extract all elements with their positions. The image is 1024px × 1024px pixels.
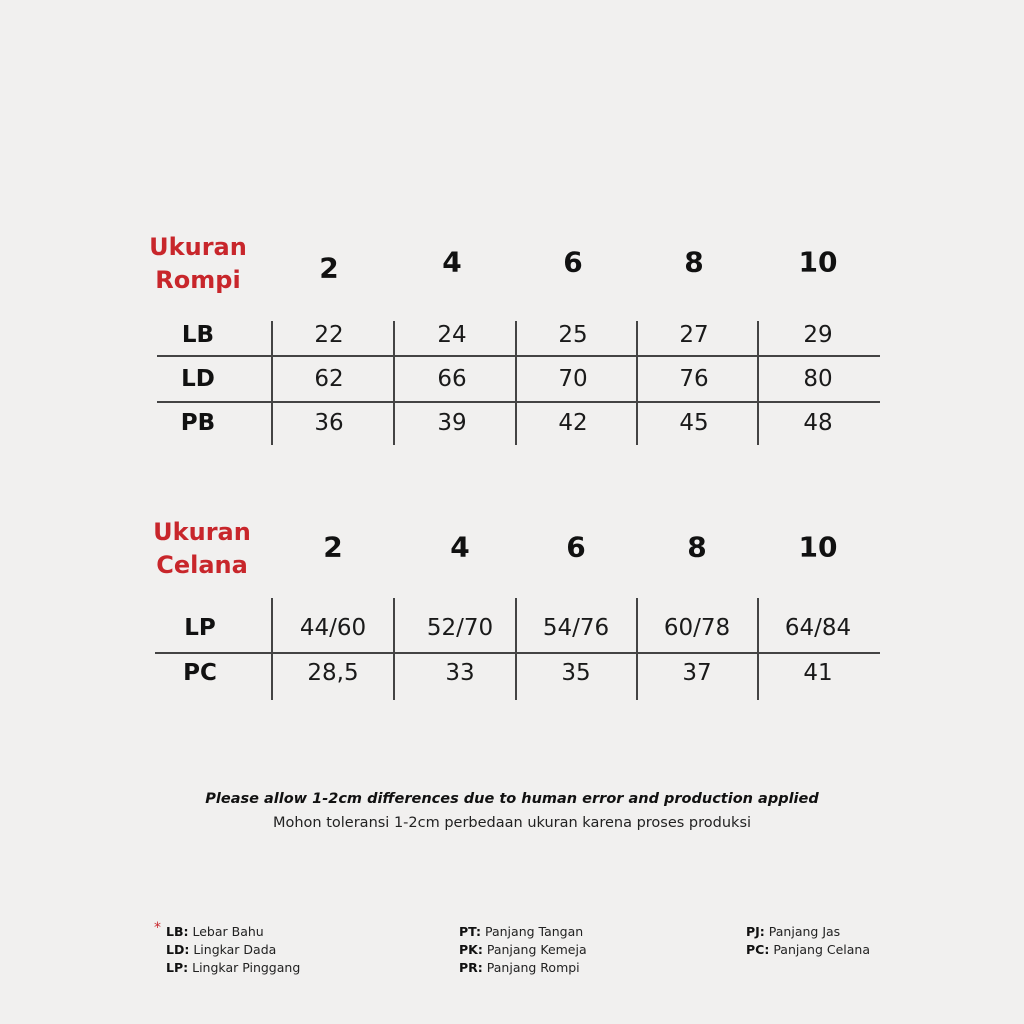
- legend-item: [166, 941, 276, 959]
- rompi-title-line2: Rompi: [155, 266, 241, 294]
- rompi-size-header: 4: [442, 245, 462, 279]
- celana-cell: 44/60: [299, 615, 367, 641]
- celana-title-line1: Ukuran: [153, 518, 251, 546]
- celana-cell: 35: [561, 660, 591, 686]
- rompi-cell: 25: [558, 322, 588, 348]
- legend-abbr: PC:: [746, 942, 770, 957]
- celana-cell: 28,5: [307, 660, 359, 686]
- legend-text: Panjang Tangan: [485, 924, 584, 939]
- legend-item: [166, 959, 300, 977]
- rompi-row-label: LB: [181, 322, 215, 348]
- rompi-cell: 66: [437, 366, 467, 392]
- celana-size-header: 4: [450, 530, 470, 564]
- rompi-cell: 48: [803, 410, 833, 436]
- celana-size-header: 2: [323, 530, 343, 564]
- tolerance-note-indonesian: Mohon toleransi 1-2cm perbedaan ukuran karena proses produksi: [272, 815, 752, 831]
- rompi-size-header: 10: [798, 245, 838, 279]
- column-divider: [515, 598, 517, 700]
- rompi-cell: 24: [437, 322, 467, 348]
- celana-title-line2: Celana: [156, 551, 248, 579]
- row-divider: [157, 401, 880, 403]
- celana-cell: 37: [682, 660, 712, 686]
- legend-abbr: PT:: [459, 924, 482, 939]
- column-divider: [636, 321, 638, 445]
- celana-cell: 54/76: [542, 615, 610, 641]
- rompi-title-line1: Ukuran: [149, 233, 247, 261]
- celana-cell: 33: [445, 660, 475, 686]
- celana-cell: 41: [803, 660, 833, 686]
- celana-cell: 60/78: [663, 615, 731, 641]
- rompi-cell: 62: [314, 366, 344, 392]
- rompi-cell: 42: [558, 410, 588, 436]
- rompi-cell: 76: [679, 366, 709, 392]
- legend-marker: *: [154, 920, 161, 936]
- rompi-cell: 70: [558, 366, 588, 392]
- celana-row-label: LP: [184, 615, 216, 641]
- legend-abbr: LD:: [166, 942, 190, 957]
- legend-abbr: LB:: [166, 924, 189, 939]
- legend-text: Panjang Jas: [768, 924, 841, 939]
- column-divider: [757, 321, 759, 445]
- row-divider: [157, 355, 880, 357]
- rompi-cell: 22: [314, 322, 344, 348]
- legend-text: Lingkar Pinggang: [192, 960, 301, 975]
- rompi-cell: 36: [314, 410, 344, 436]
- column-divider: [393, 598, 395, 700]
- celana-size-header: 8: [687, 530, 707, 564]
- rompi-cell: 29: [803, 322, 833, 348]
- column-divider: [515, 321, 517, 445]
- legend-abbr: LP:: [166, 960, 189, 975]
- legend-text: Lingkar Dada: [193, 942, 277, 957]
- legend-text: Panjang Rompi: [486, 960, 580, 975]
- legend-text: Panjang Celana: [773, 942, 870, 957]
- rompi-size-header: 2: [319, 251, 339, 285]
- column-divider: [757, 598, 759, 700]
- column-divider: [636, 598, 638, 700]
- celana-cell: 64/84: [784, 615, 852, 641]
- celana-row-label: PC: [183, 660, 217, 686]
- legend-abbr: PK:: [459, 942, 483, 957]
- legend-item: [746, 941, 870, 959]
- rompi-size-header: 6: [563, 245, 583, 279]
- tolerance-note-english: Please allow 1-2cm differences due to human error and production applied: [205, 791, 819, 807]
- rompi-size-header: 8: [684, 245, 704, 279]
- legend-abbr: PJ:: [746, 924, 765, 939]
- legend-abbr: PR:: [459, 960, 483, 975]
- celana-size-header: 6: [566, 530, 586, 564]
- column-divider: [271, 321, 273, 445]
- rompi-row-label: PB: [180, 410, 216, 436]
- column-divider: [271, 598, 273, 700]
- legend-item: [459, 923, 583, 941]
- legend-item: [459, 959, 580, 977]
- column-divider: [393, 321, 395, 445]
- row-divider: [155, 652, 880, 654]
- celana-size-header: 10: [798, 530, 838, 564]
- legend-item: [166, 923, 264, 941]
- rompi-row-label: LD: [181, 366, 215, 392]
- legend-text: Panjang Kemeja: [486, 942, 587, 957]
- legend-item: [459, 941, 587, 959]
- rompi-cell: 80: [803, 366, 833, 392]
- rompi-cell: 45: [679, 410, 709, 436]
- legend-text: Lebar Bahu: [192, 924, 264, 939]
- celana-cell: 52/70: [426, 615, 494, 641]
- rompi-cell: 27: [679, 322, 709, 348]
- rompi-cell: 39: [437, 410, 467, 436]
- legend-item: [746, 923, 840, 941]
